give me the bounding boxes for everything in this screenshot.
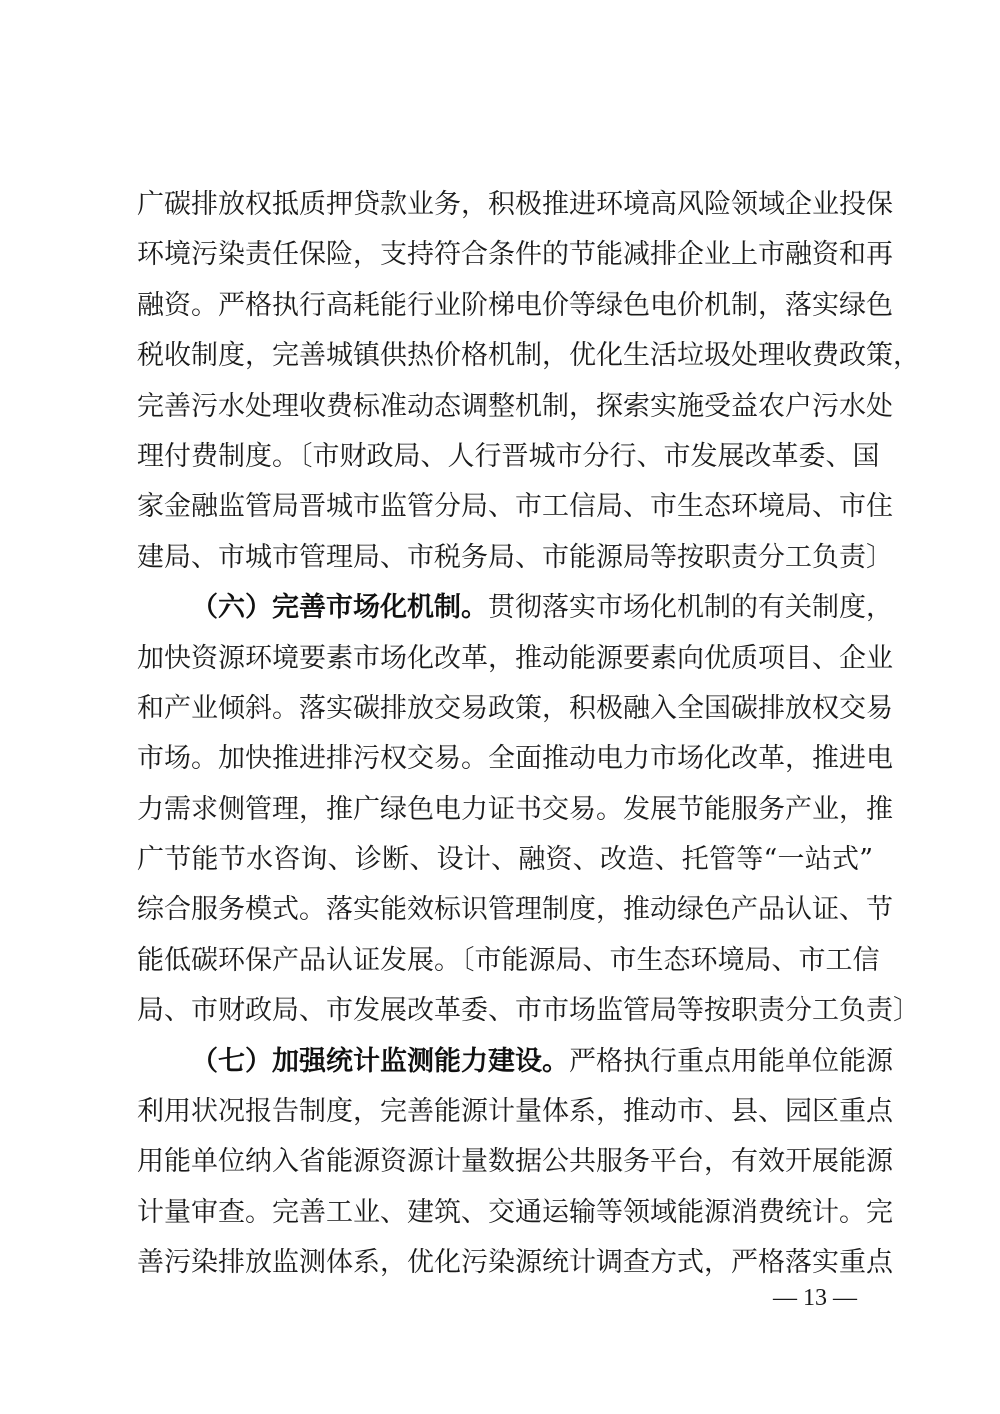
section-6-intro: 贯彻落实市场化机制的有关制度， xyxy=(488,592,893,624)
text-line: 加快资源环境要素市场化改革，推动能源要素向优质项目、企业 xyxy=(137,642,893,674)
text-line: 环境污染责任保险，支持符合条件的节能减排企业上市融资和再 xyxy=(137,239,893,271)
page-number: — 13 — xyxy=(773,1285,857,1311)
text-line: 能低碳环保产品认证发展。〔市能源局、市生态环境局、市工信 xyxy=(137,944,880,976)
section-6-first-line xyxy=(137,583,893,633)
text-line: 局、市财政局、市发展改革委、市市场监管局等按职责分工负责〕 xyxy=(137,995,920,1027)
text-line: 用能单位纳入省能源资源计量数据公共服务平台，有效开展能源 xyxy=(137,1146,893,1178)
text-line: 综合服务模式。落实能效标识管理制度，推动绿色产品认证、节 xyxy=(137,894,893,926)
text-line: 力需求侧管理，推广绿色电力证书交易。发展节能服务产业，推 xyxy=(137,793,893,825)
section-7-heading: （七）加强统计监测能力建设。 xyxy=(191,1045,569,1077)
text-line: 建局、市城市管理局、市税务局、市能源局等按职责分工负责〕 xyxy=(137,541,893,573)
text-line: 完善污水处理收费标准动态调整机制，探索实施受益农户污水处 xyxy=(137,390,893,422)
text-line: 广节能节水咨询、诊断、设计、融资、改造、托管等“一站式” xyxy=(137,844,873,876)
section-6-heading: （六）完善市场化机制。 xyxy=(191,592,488,624)
text-line: 融资。严格执行高耗能行业阶梯电价等绿色电价机制，落实绿色 xyxy=(137,289,893,321)
text-line: 善污染排放监测体系，优化污染源统计调查方式，严格落实重点 xyxy=(137,1247,893,1279)
text-line: 利用状况报告制度，完善能源计量体系，推动市、县、园区重点 xyxy=(137,1096,893,1128)
section-7-first-line xyxy=(137,1037,893,1087)
text-line: 家金融监管局晋城市监管分局、市工信局、市生态环境局、市住 xyxy=(137,491,893,523)
body-text xyxy=(137,180,920,1289)
text-line: 税收制度，完善城镇供热价格机制，优化生活垃圾处理收费政策， xyxy=(137,340,920,372)
text-line: 计量审查。完善工业、建筑、交通运输等领域能源消费统计。完 xyxy=(137,1196,893,1228)
text-line: 市场。加快推进排污权交易。全面推动电力市场化改革，推进电 xyxy=(137,743,893,775)
text-line: 理付费制度。〔市财政局、人行晋城市分行、市发展改革委、国 xyxy=(137,440,880,472)
text-line: 和产业倾斜。落实碳排放交易政策，积极融入全国碳排放权交易 xyxy=(137,692,893,724)
text-line: 广碳排放权抵质押贷款业务，积极推进环境高风险领域企业投保 xyxy=(137,189,893,220)
section-7-intro: 严格执行重点用能单位能源 xyxy=(569,1045,893,1077)
